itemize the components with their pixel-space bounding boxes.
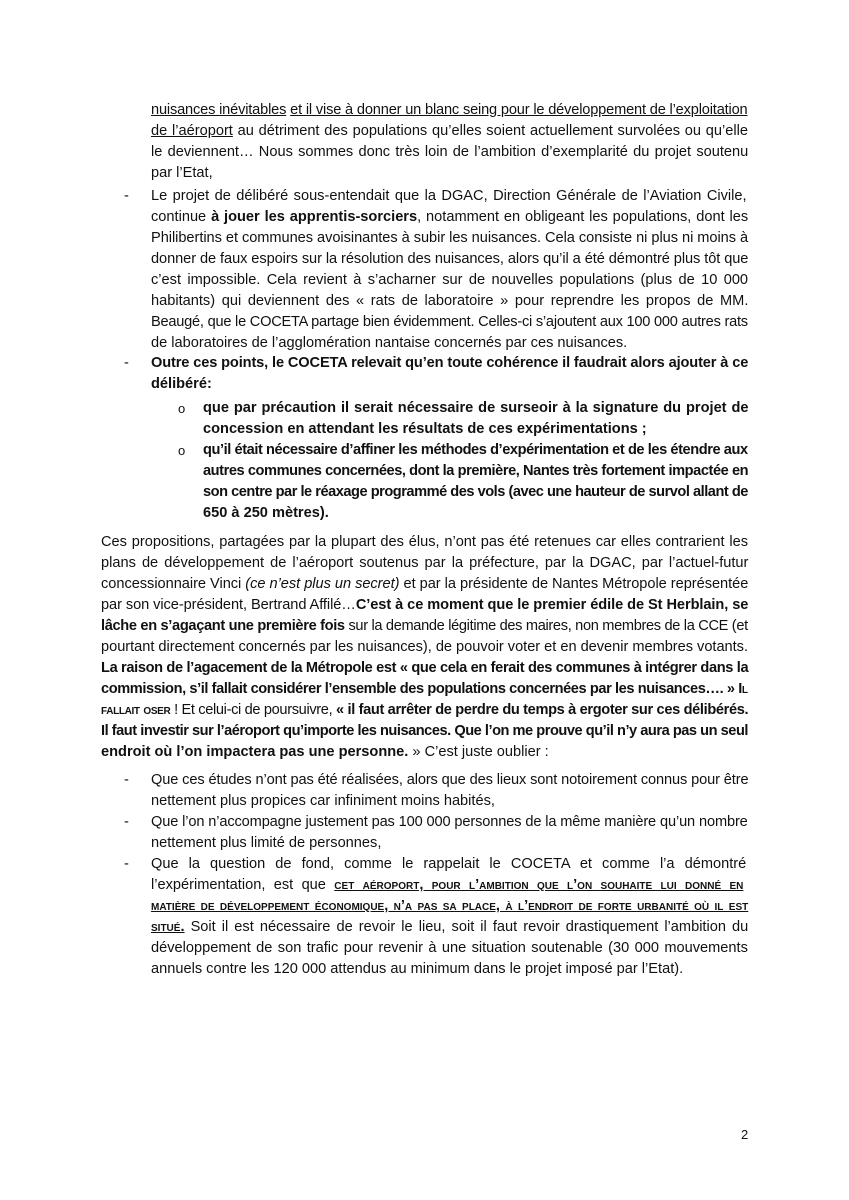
text-line [151,770,748,791]
text-segment: Que l’on n’accompagne justement pas 100 000 personnes de la même manière qu’un nombre [151,814,748,830]
text-segment: lâche en s’agaçant une première fois [101,618,345,634]
text-line [101,595,748,616]
text-segment: nuisances inévitables [151,102,287,118]
text-line [203,482,748,503]
text-segment: de laboratoires de l’agglomération nantaise concernés par ces nuisances. [151,335,628,351]
bullet-dash: - [124,188,129,204]
text-segment: concessionnaire Vinci [101,576,246,592]
text-line [203,440,748,461]
text-segment: Que ces études n’ont pas été réalisées, alors que des lieux sont notoirement connus pour être [151,772,749,788]
text-line [151,917,748,938]
text-segment: annuels contre les 120 000 attendus au minimum dans le projet imposé par l’Etat). [151,961,684,977]
text-line [203,419,647,440]
text-line [151,142,748,163]
text-segment: donner de faux espoirs sur la résolution des nuisances, alors qu’il a été démontré plus tôt que [151,251,749,267]
text-line [151,100,748,121]
text-segment: Ces propositions, partagées par la plupart des élus, n’ont pas été retenues car elles contrarient les [101,534,748,550]
text-segment: habitants) qui deviennent des « rats de laboratoire » pour reprendre les propos de MM. [151,293,749,309]
text-line [101,679,748,700]
text-segment: délibéré: [151,376,212,392]
text-segment: Il faut investir sur l’aéroport qu’importe les nuisances. Que l’on me prouve qu’il n’y aura pas un seul [101,723,748,739]
page-number: 2 [741,1127,749,1142]
text-segment: que par précaution il serait nécessaire de surseoir à la signature du projet de [203,400,749,416]
text-line [151,163,213,184]
bullet-dash: - [124,856,129,872]
text-segment: par l’Etat, [151,165,213,181]
text-line [151,291,748,312]
text-segment: Philibertins et communes avoisinantes à subir les nuisances. Cela consiste ni plus ni moins à [151,230,749,246]
text-line [203,503,329,524]
text-segment: son centre par le réaxage programmé des vols (avec une hauteur de survol allant de [203,484,748,500]
text-segment: développement de son trafic pour revenir à une situation soutenable (30 000 mouvements [151,940,748,956]
text-segment: continue [151,209,212,225]
text-segment: ! Et celui-ci de poursuivre, [170,702,336,718]
text-line [151,374,212,395]
text-segment: nettement plus limité de personnes, [151,835,382,851]
text-segment: commission, s’il fallait considérer l’ensemble des populations concernées par les nuisances…. » [101,681,739,697]
text-segment: et par la présidente de Nantes Métropole représentée [399,576,749,592]
bullet-circle: o [178,401,186,416]
text-line [101,616,748,637]
text-segment: , notamment en obligeant les populations, dont les [417,209,749,225]
text-line [151,228,748,249]
text-line [151,833,381,854]
text-segment: Beaugé, que le COCETA partage bien évidemment. Celles-ci s’ajoutent aux 100 000 autres rats [151,314,748,330]
text-segment: autres communes concernées, dont la première, Nantes très fortement impactée en [203,463,749,479]
text-segment: Outre ces points, le COCETA relevait qu’en toute cohérence il faudrait alors ajouter à ce [151,355,749,371]
text-line [151,121,748,142]
text-line [151,854,746,875]
text-segment: à jouer les apprentis-sorciers [211,209,418,225]
text-segment: cet aéroport, pour l’ambition que l’on souhaite lui donné en [334,877,744,893]
bullet-dash: - [124,355,129,371]
text-line [151,249,748,270]
text-line [151,186,747,207]
text-segment: nettement plus propices car infiniment moins habités, [151,793,495,809]
text-segment: plans de développement de l’aéroport soutenus par la préfecture, par la DGAC, par l’actuel-futur [101,555,749,571]
text-segment: « il faut arrêter de perdre du temps à ergoter sur ces délibérés. [336,702,749,718]
text-line [203,461,748,482]
text-segment: le deviennent… Nous sommes donc très loin de l’ambition d’exemplarité du projet soutenu [151,144,749,160]
text-segment: Soit il est nécessaire de revoir le lieu, soit il faut revoir drastiquement l’ambition du [184,919,749,935]
text-line [151,312,748,333]
text-segment: et il vise à donner un blanc seing pour le développement de l’exploitation [290,102,748,118]
text-line [151,791,495,812]
text-segment: l’expérimentation, est que [151,877,335,893]
text-line [101,532,748,553]
text-segment: fallait oser [101,702,171,718]
text-line [151,270,748,291]
text-segment: Que la question de fond, comme le rappelait le COCETA et comme l’a démontré [151,856,747,872]
text-line [151,896,748,917]
text-segment: matière de développement économique, n’a pas sa place, à l’endroit de forte urbanité où il est [151,898,749,914]
bullet-circle: o [178,443,186,458]
text-line [101,742,549,763]
text-segment: pourtant directement concernés par les nuisances), de pouvoir voter et en devenir membres votants. [101,639,748,655]
text-line [151,938,748,959]
text-line [203,398,748,419]
text-segment: (ce n’est plus un secret) [245,576,400,592]
text-line [101,658,748,679]
text-line [151,875,743,896]
text-segment: par son vice-président, Bertrand Affilé… [101,597,356,613]
text-segment: sur la demande légitime des maires, non membres de la CCE (et [344,618,748,634]
text-line [101,700,748,721]
text-segment: » C’est juste oublier : [408,744,549,760]
text-line [101,637,748,658]
text-line [101,574,748,595]
text-line [101,721,748,742]
text-line [151,333,627,354]
text-segment: situé. [151,919,185,935]
text-segment: 650 à 250 mètres). [203,505,329,521]
text-segment: au détriment des populations qu’elles soient actuellement survolées ou qu’elle [232,123,748,139]
text-line [151,353,748,374]
text-segment: qu’il était nécessaire d’affiner les méthodes d’expérimentation et de les étendre aux [203,442,748,458]
bullet-dash: - [124,772,129,788]
text-segment: concession en attendant les résultats de ces expérimentations ; [203,421,647,437]
text-segment: c’est impossible. Cela revient à s’acharner sur de nouvelles populations (plus de 10 000 [151,272,749,288]
text-segment: endroit où l’on impactera pas une personne. [101,744,409,760]
text-segment: Le projet de délibéré sous-entendait que la DGAC, Direction Générale de l’Aviation Civile, [151,188,747,204]
text-line [151,959,683,980]
text-line [151,812,748,833]
text-segment: de l’aéroport [151,123,233,139]
text-line [151,207,748,228]
text-segment: Il [738,681,748,697]
text-segment: C’est à ce moment que le premier édile de St Herblain, se [355,597,749,613]
bullet-dash: - [124,814,129,830]
text-line [101,553,748,574]
text-segment: La raison de l’agacement de la Métropole est « que cela en ferait des communes à intégrer dans la [101,660,749,676]
